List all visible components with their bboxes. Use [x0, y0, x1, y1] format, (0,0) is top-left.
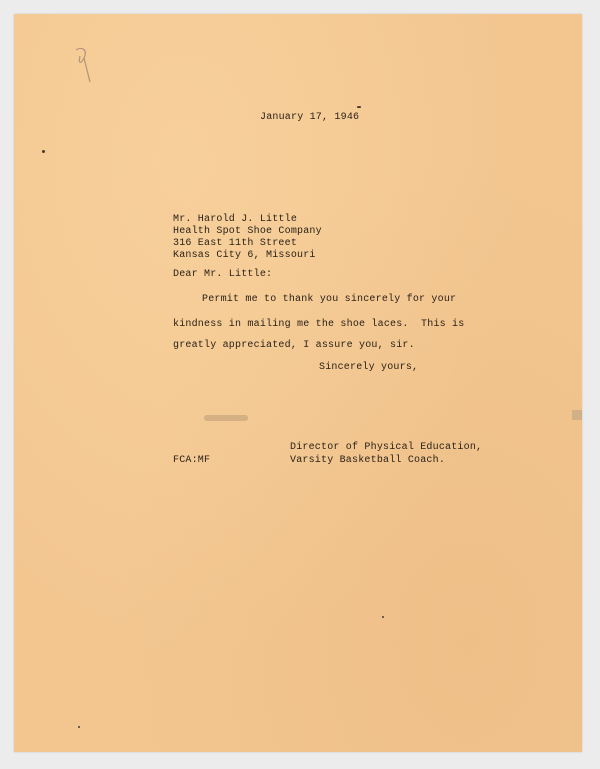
paper-speck	[42, 150, 45, 153]
edge-mark	[572, 410, 582, 420]
ink-smudge	[204, 415, 248, 421]
recipient-company: Health Spot Shoe Company	[173, 226, 322, 237]
letter-page	[14, 14, 582, 752]
letter-date: January 17, 1946	[260, 112, 360, 123]
recipient-name: Mr. Harold J. Little	[173, 214, 298, 225]
paper-speck	[382, 616, 384, 618]
salutation: Dear Mr. Little:	[173, 269, 273, 280]
body-line: kindness in mailing me the shoe laces. This is	[173, 319, 465, 330]
reference-initials: FCA:MF	[173, 455, 211, 466]
recipient-city: Kansas City 6, Missouri	[173, 250, 316, 261]
closing: Sincerely yours,	[319, 362, 419, 373]
recipient-street: 316 East 11th Street	[173, 238, 298, 249]
paper-speck	[78, 726, 80, 728]
signature-title-line: Varsity Basketball Coach.	[290, 455, 446, 466]
paper-speck	[357, 106, 361, 108]
pencil-page-number	[72, 44, 94, 84]
body-line: Permit me to thank you sincerely for your	[202, 294, 457, 305]
signature-title-line: Director of Physical Education,	[290, 442, 483, 453]
body-line: greatly appreciated, I assure you, sir.	[173, 340, 415, 351]
